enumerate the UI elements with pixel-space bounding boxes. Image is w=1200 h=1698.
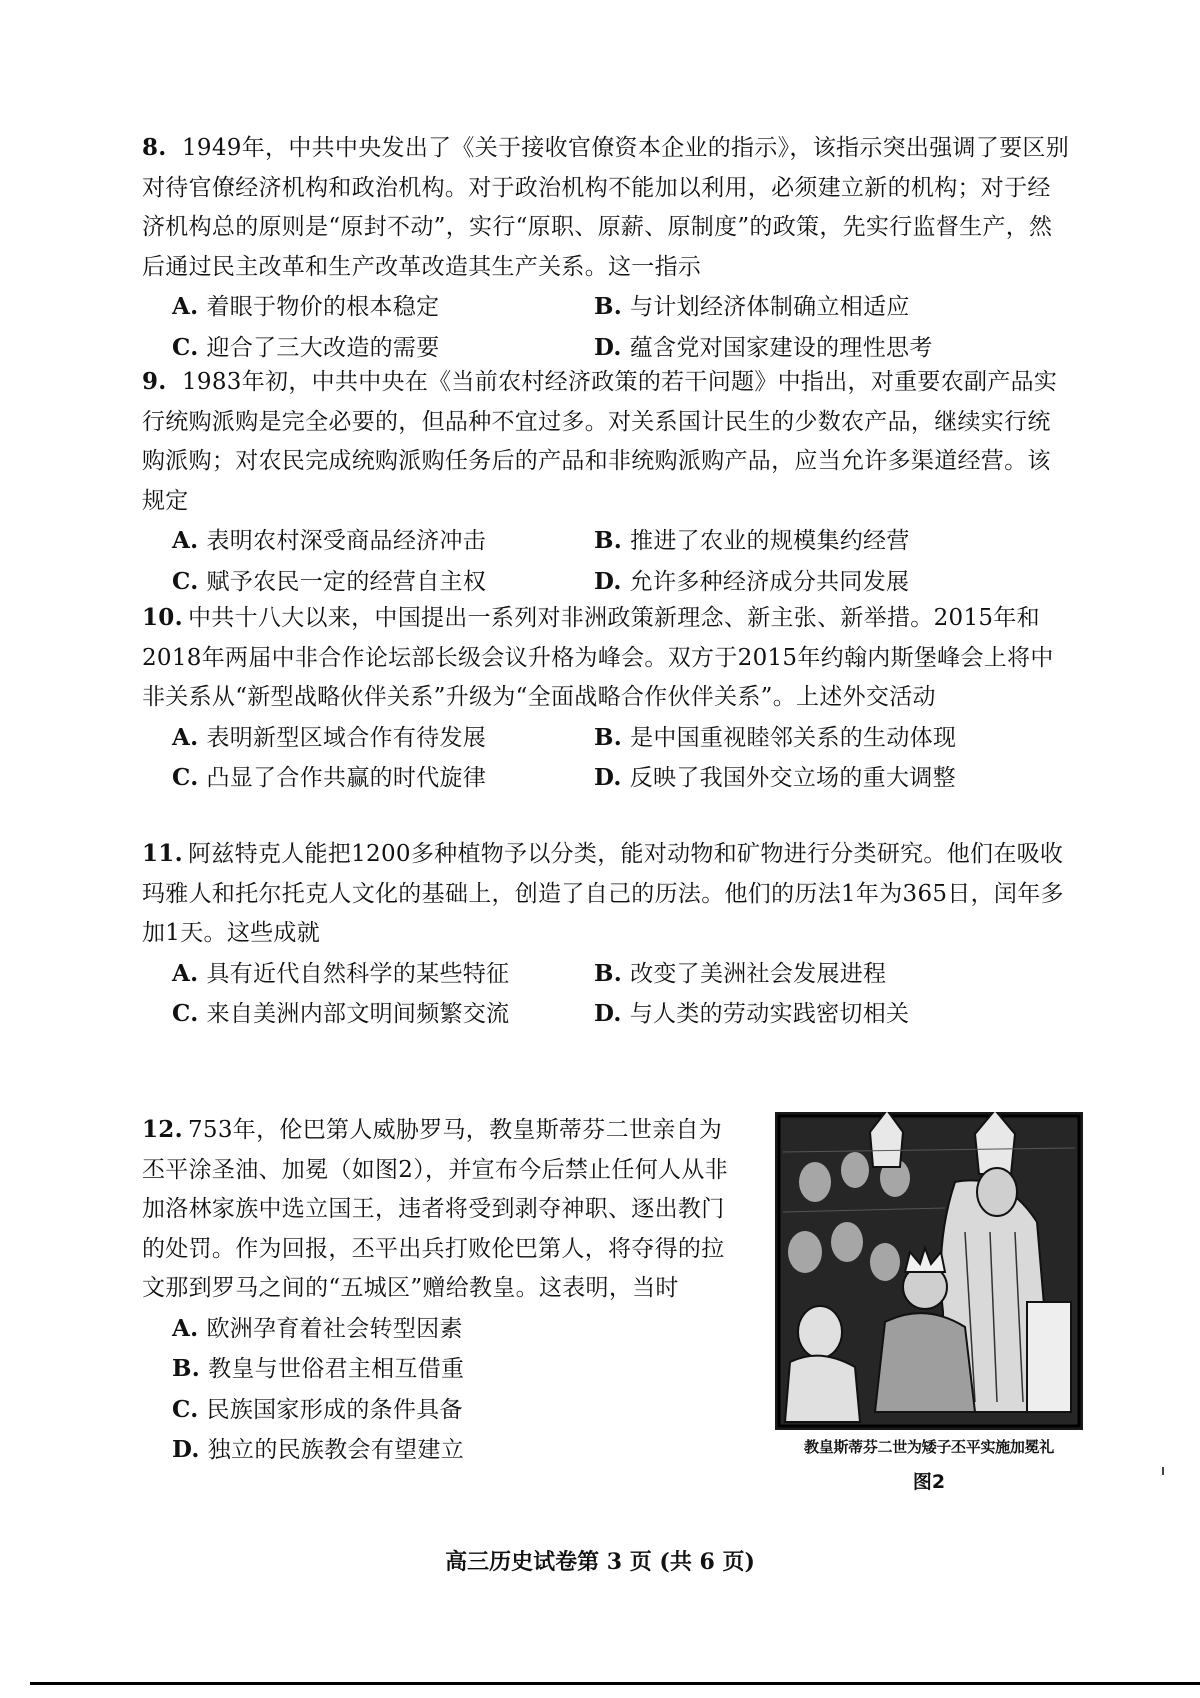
option-a: A. 表明农村深受商品经济冲击 — [172, 527, 487, 554]
option-b: B. 是中国重视睦邻关系的生动体现 — [594, 723, 957, 751]
question-10 — [142, 598, 1072, 799]
scan-mark — [1162, 1467, 1164, 1475]
option-d: D. 反映了我国外交立场的重大调整 — [594, 764, 956, 791]
question-9 — [142, 362, 1072, 602]
question-stem: 1983年初，中共中央在《当前农村经济政策的若干问题》中指出，对重要农副产品实行统购派购是完全必要的，但品种不宜过多。对关系国计民生的少数农产品，继续实行统购派购；对农民完成统购派购任务后的产品和非统购派购产品，应当允许多渠道经营。该规定 — [142, 369, 1058, 514]
figure-2 — [775, 1112, 1083, 1494]
question-stem: 中共十八大以来，中国提出一系列对非洲政策新理念、新主张、新举措。2015年和2018年两届中非合作论坛部长级会议升格为峰会。双方于2015年约翰内斯堡峰会上将中非关系从“新型战略伙伴关系”升级为“全面战略合作伙伴关系”。上述外交活动 — [142, 605, 1054, 710]
question-stem: 753年，伦巴第人威胁罗马，教皇斯蒂芬二世亲自为丕平涂圣油、加冕（如图2），并宣布今后禁止任何人从非加洛林家族中选立国王，违者将受到剥夺神职、逐出教门的处罚。作为回报，丕平出兵打败伦巴第人，将夺得的拉文那到罗马之间的“五城区”赠给教皇。这表明，当时 — [142, 1117, 728, 1301]
question-8 — [142, 128, 1072, 368]
option-c: C. 迎合了三大改造的需要 — [172, 333, 440, 361]
option-list — [142, 954, 1072, 1035]
option-b: B. 与计划经济体制确立相适应 — [594, 293, 910, 320]
option-list — [142, 521, 1072, 602]
bottom-rule — [30, 1682, 1200, 1685]
question-number: 8. — [142, 134, 167, 161]
option-list — [142, 718, 1072, 799]
figure-caption: 教皇斯蒂芬二世为矮子丕平实施加冕礼 — [804, 1438, 1054, 1456]
option-a: A. 欧洲孕育着社会转型因素 — [172, 1314, 463, 1342]
option-a: A. 表明新型区域合作有待发展 — [172, 723, 487, 751]
option-c: C. 赋予农民一定的经营自主权 — [172, 567, 487, 595]
option-b: B. 教皇与世俗君主相互借重 — [172, 1355, 465, 1382]
question-number: 9. — [142, 368, 167, 395]
option-list — [142, 287, 1072, 368]
figure-label: 图2 — [912, 1471, 946, 1493]
question-11 — [142, 834, 1072, 1035]
option-list — [142, 1309, 742, 1471]
coronation-woodcut-image — [775, 1112, 1083, 1430]
option-c: C. 凸显了合作共赢的时代旋律 — [172, 764, 487, 791]
option-d: D. 独立的民族教会有望建立 — [172, 1436, 465, 1463]
option-d: D. 蕴含党对国家建设的理性思考 — [594, 333, 933, 361]
question-stem: 阿兹特克人能把1200多种植物予以分类，能对动物和矿物进行分类研究。他们在吸收玛雅人和托尔托克人文化的基础上，创造了自己的历法。他们的历法1年为365日，闰年多加1天。这些成就 — [142, 841, 1064, 946]
option-c: C. 民族国家形成的条件具备 — [172, 1395, 463, 1423]
page-footer: 高三历史试卷第 3 页 (共 6 页) — [445, 1549, 755, 1575]
option-d: D. 与人类的劳动实践密切相关 — [594, 1000, 910, 1027]
question-12 — [142, 1110, 742, 1471]
question-stem: 1949年，中共中央发出了《关于接收官僚资本企业的指示》，该指示突出强调了要区别对待官僚经济机构和政治机构。对于政治机构不能加以利用，必须建立新的机构；对于经济机构总的原则是“原封不动”，实行“原职、原薪、原制度”的政策，先实行监督生产，然后通过民主改革和生产改革改造其生产关系。这一指示 — [142, 135, 1070, 280]
option-a: A. 着眼于物价的根本稳定 — [172, 293, 440, 320]
option-a: A. 具有近代自然科学的某些特征 — [172, 959, 510, 987]
question-number: 12. — [142, 1116, 183, 1143]
question-number: 10. — [142, 604, 183, 631]
option-d: D. 允许多种经济成分共同发展 — [594, 567, 910, 595]
option-b: B. 改变了美洲社会发展进程 — [594, 959, 887, 987]
option-c: C. 来自美洲内部文明间频繁交流 — [172, 1000, 510, 1027]
option-b: B. 推进了农业的规模集约经营 — [594, 527, 910, 554]
question-number: 11. — [142, 840, 183, 867]
